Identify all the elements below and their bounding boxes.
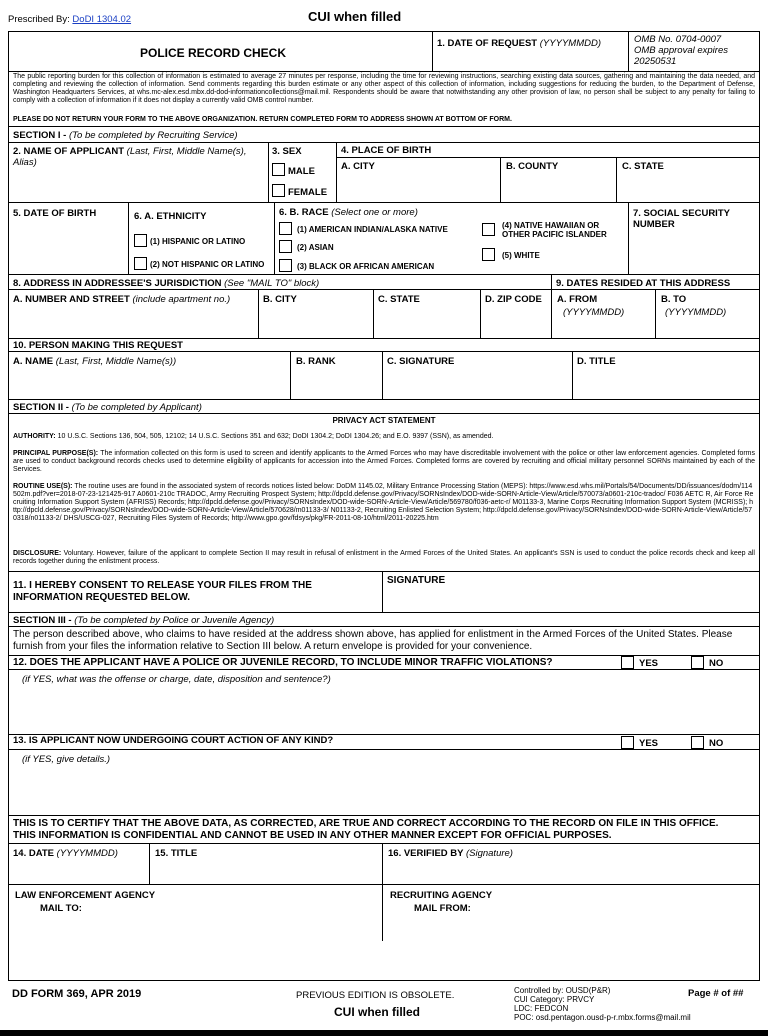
q12-details-input[interactable] — [12, 688, 756, 732]
omb-info: OMB No. 0704-0007 OMB approval expires 20250531 — [634, 34, 728, 67]
page-number: Page # of ## — [688, 988, 744, 999]
law-enforcement-agency-label: LAW ENFORCEMENT AGENCY — [15, 890, 156, 901]
cert-title-label: 15. TITLE — [155, 848, 198, 859]
authority-paragraph: AUTHORITY: 10 U.S.C. Sections 136, 504, 505, 12102; 14 U.S.C. Sections 351 and 632; DoDI 1304.2; DoDI 1304.26; and E.O. 9397 (SSN), as amended. — [13, 433, 494, 440]
form-title: POLICE RECORD CHECK — [140, 46, 287, 60]
address-city-label: B. CITY — [263, 294, 297, 305]
from-date-format: (YYYYMMDD) — [563, 307, 625, 318]
ethnicity-label: 6. A. ETHNICITY — [134, 211, 207, 222]
street-label: A. NUMBER AND STREET (include apartment no.) — [13, 294, 231, 305]
requester-title-label: D. TITLE — [577, 356, 616, 367]
q12-yes-checkbox[interactable] — [621, 656, 634, 669]
q12-no-label: NO — [709, 658, 724, 669]
q13-details-input[interactable] — [12, 768, 756, 812]
cert-date-label: 14. DATE (YYYYMMDD) — [13, 848, 118, 859]
ethnicity-not-hispanic-label: (2) NOT HISPANIC OR LATINO — [150, 260, 265, 269]
prescribed-by — [8, 14, 131, 25]
race-native-hawaiian-checkbox[interactable] — [482, 223, 495, 236]
to-date-label: B. TO — [661, 294, 687, 305]
section-3-header: SECTION III - (To be completed by Police or Juvenile Agency) — [13, 615, 275, 626]
requester-rank-label: B. RANK — [296, 356, 336, 367]
race-white-checkbox[interactable] — [482, 248, 495, 261]
requester-name-label: A. NAME (Last, First, Middle Name(s)) — [13, 356, 177, 367]
mail-from-address-input[interactable] — [414, 916, 744, 976]
return-warning: PLEASE DO NOT RETURN YOUR FORM TO THE ABOVE ORGANIZATION. RETURN COMPLETED FORM TO ADDRESS SHOWN AT BOTTOM OF FORM. — [13, 116, 512, 123]
sex-male-checkbox[interactable] — [272, 163, 285, 176]
place-of-birth-label: 4. PLACE OF BIRTH — [341, 145, 432, 156]
mail-to-label: MAIL TO: — [40, 903, 82, 914]
cui-designation-block: Controlled by: OUSD(P&R) CUI Category: PRVCY LDC: FEDCON POC: osd.pentagon.ousd-p-r.mbx.forms@mail.mil — [514, 986, 691, 1022]
race-label: 6. B. RACE (Select one or more) — [279, 207, 418, 218]
q13-no-checkbox[interactable] — [691, 736, 704, 749]
consent-statement: 11. I HEREBY CONSENT TO RELEASE YOUR FILES FROM THE INFORMATION REQUESTED BELOW. — [13, 580, 312, 603]
address-state-label: C. STATE — [378, 294, 420, 305]
race-asian-label: (2) ASIAN — [297, 243, 334, 252]
person-request-label: 10. PERSON MAKING THIS REQUEST — [13, 340, 183, 351]
sex-female-checkbox[interactable] — [272, 184, 285, 197]
q12-note: (if YES, what was the offense or charge, date, disposition and sentence?) — [22, 674, 331, 685]
to-date-format: (YYYYMMDD) — [665, 307, 727, 318]
race-asian-checkbox[interactable] — [279, 240, 292, 253]
applicant-signature-label: SIGNATURE — [387, 575, 446, 586]
sex-female-label: FEMALE — [288, 187, 328, 198]
date-of-request-input[interactable] — [437, 50, 625, 68]
bottom-border — [0, 1030, 768, 1036]
birth-county-label: B. COUNTY — [506, 161, 559, 172]
section-3-intro: The person described above, who claims to have resided at the address shown above, has applied for enlistment in the Armed Forces of the United States. Please furnish from your files the information relative to Section III below. A return envelope is provided for your convenience. — [13, 629, 733, 652]
disclosure-paragraph: DISCLOSURE: Voluntary. However, failure of the applicant to complete Section II may result in refusal of enlistment in the Armed Forces of the United States. An applicant's SSN is used to conduct the police records check and keep all records together during the enlistment process. — [13, 550, 755, 565]
prescribed-label: Prescribed By: — [8, 14, 70, 25]
zip-code-label: D. ZIP CODE — [485, 294, 542, 305]
date-of-birth-label: 5. DATE OF BIRTH — [13, 208, 97, 219]
q13-label: 13. IS APPLICANT NOW UNDERGOING COURT ACTION OF ANY KIND? — [13, 735, 334, 746]
form-id: DD FORM 369, APR 2019 — [12, 988, 142, 1000]
previous-edition-note: PREVIOUS EDITION IS OBSOLETE. — [296, 990, 455, 1001]
ethnicity-not-hispanic-checkbox[interactable] — [134, 257, 147, 270]
race-american-indian-checkbox[interactable] — [279, 222, 292, 235]
date-of-request-label: 1. DATE OF REQUEST (YYYYMMDD) — [437, 38, 601, 49]
requester-signature-label: C. SIGNATURE — [387, 356, 455, 367]
q13-no-label: NO — [709, 738, 724, 749]
q12-label: 12. DOES THE APPLICANT HAVE A POLICE OR JUVENILE RECORD, TO INCLUDE MINOR TRAFFIC VIOLATIONS? — [13, 657, 553, 668]
applicant-name-label: 2. NAME OF APPLICANT (Last, First, Middle Name(s), Alias) — [13, 146, 247, 168]
q12-yes-label: YES — [639, 658, 659, 669]
birth-city-label: A. CITY — [341, 161, 375, 172]
ethnicity-hispanic-label: (1) HISPANIC OR LATINO — [150, 237, 246, 246]
routine-use-paragraph: ROUTINE USE(S): The routine uses are found in the associated system of records notices listed below: DoDM 1145.02, Military Entrance Processing Station (MEPS): https://www.esd.whs.mil/Portals/54/Documents/DD/issuances/dodm/114502m.pdf?ver=2018-07-23-121425-917 A0601-210c TRADOC, Army Recruiting Prospect System; http://dpcld.defense.gov/Privacy/SORNsIndex/DOD-wide-SORN-Article-View/Article/570073/a0601-210c-tradoc/ F036 AETC R, Air Force Recruiting Information Support System (AFRISS) Records; http://dpcld.defense.gov/Privacy/SORNsIndex/DOD-wide-SORN-Article-View/Article/569780/f036-aetc-r/ M01133-3, Marine Corps Recruiting Information Support System (MCRISS); http://dpcld.defense.gov/Privacy/SORNsIndex/DOD-wide-SORN-Article-View/Article/570628/m01133-3/ N01133-2, Recruiting Enlisted Selection System; http://dpcld.defense.gov/Privacy/SORNsIndex/DOD-wide-SORN-Article-View/Article/570318/n01133-2/ DHS/USCG-027, Recruiting Files System of Records; http://www.gpo.gov/fdsys/pkg/FR-2011-08-10/html/2011-20225.htm — [13, 483, 754, 522]
birth-state-label: C. STATE — [622, 161, 664, 172]
cui-banner-bottom: CUI when filled — [334, 1005, 421, 1019]
mail-from-label: MAIL FROM: — [414, 903, 471, 914]
q13-note: (if YES, give details.) — [22, 754, 111, 765]
verified-by-label: 16. VERIFIED BY (Signature) — [388, 848, 513, 859]
recruiting-agency-label: RECRUITING AGENCY — [390, 890, 493, 901]
q12-no-checkbox[interactable] — [691, 656, 704, 669]
race-native-hawaiian-label: (4) NATIVE HAWAIIAN OR OTHER PACIFIC ISLANDER — [502, 221, 607, 239]
race-american-indian-label: (1) AMERICAN INDIAN/ALASKA NATIVE — [297, 225, 448, 234]
ethnicity-hispanic-checkbox[interactable] — [134, 234, 147, 247]
burden-statement: The public reporting burden for this collection of information is estimated to average 27 minutes per response, including the time for reviewing instructions, searching existing data sources, gathering and maintaining the data needed, and completing and reviewing the collection of information. Send comments regarding this burden estimate or any other aspect of this collection of information, including suggestions for reducing the burden, to the Department of Defense, Washington Headquarters Services, at whs.mc-alex.esd.mbx.dd-dod-informationcollections@mail.mil. Respondents should be aware that notwithstanding any other provision of law, no person shall be subject to any penalty for failing to comply with a collection of information if it does not display a currently valid OMB control number. — [13, 73, 755, 104]
q13-yes-label: YES — [639, 738, 659, 749]
dodi-link[interactable]: DoDI 1304.02 — [72, 14, 132, 25]
dates-resided-label: 9. DATES RESIDED AT THIS ADDRESS — [556, 278, 731, 289]
race-white-label: (5) WHITE — [502, 251, 540, 260]
from-date-label: A. FROM — [557, 294, 598, 305]
section-2-header: SECTION II - (To be completed by Applicant) — [13, 402, 202, 413]
sex-label: 3. SEX — [272, 146, 302, 157]
q13-yes-checkbox[interactable] — [621, 736, 634, 749]
sex-male-label: MALE — [288, 166, 315, 177]
section-1-header: SECTION I - (To be completed by Recruiting Service) — [13, 130, 238, 141]
race-black-label: (3) BLACK OR AFRICAN AMERICAN — [297, 262, 435, 271]
ssn-label: 7. SOCIAL SECURITY NUMBER — [633, 208, 730, 230]
purpose-paragraph: PRINCIPAL PURPOSE(S): The information collected on this form is used to screen and identify applicants to the Armed Forces who may have discreditable involvement with the police or other law enforcement agencies. Completed forms are used to conduct background records checks used to determine eligibility of applicants for accession into the Armed Forces. Completed forms are covered by recruiting and official military personnel SORNs maintained by each of the Services. — [13, 450, 756, 473]
cui-banner-top: CUI when filled — [308, 9, 402, 24]
address-label: 8. ADDRESS IN ADDRESSEE'S JURISDICTION (See "MAIL TO" block) — [13, 278, 320, 289]
privacy-act-title: PRIVACY ACT STATEMENT — [332, 416, 436, 425]
race-black-checkbox[interactable] — [279, 259, 292, 272]
certification-text: THIS IS TO CERTIFY THAT THE ABOVE DATA, AS CORRECTED, ARE TRUE AND CORRECT ACCORDING TO THE RECORD ON FILE IN THIS OFFICE. THIS INFORMATION IS CONFIDENTIAL AND CANNOT BE USED IN ANY OTHER MANNER EXCEPT FOR OFFICIAL PURPOSES. — [13, 818, 719, 841]
mail-to-address-input[interactable] — [40, 916, 370, 976]
